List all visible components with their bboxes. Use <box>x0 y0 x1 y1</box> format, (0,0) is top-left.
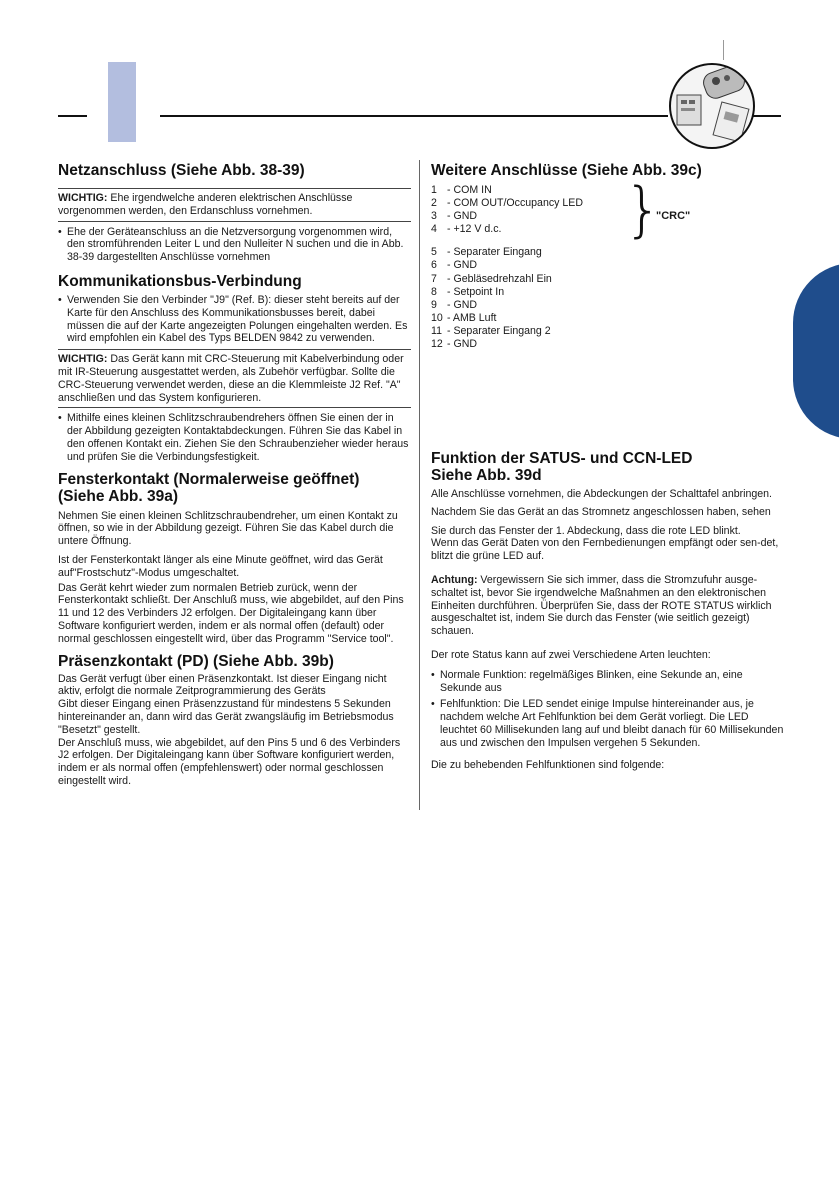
header-tick <box>723 40 724 60</box>
section-subtitle-led-funktion: Siehe Abb. 39d <box>431 467 542 484</box>
list-item: 4 - +12 V d.c. <box>431 223 502 236</box>
bullet-item: • Fehlfunktion: Die LED sendet einige Impulse hintereinander aus, je nachdem welche Art Fehlfunktion bei dem Gerät vorliegt. Die LED leuchtet 60 Millisekunden lang auf und bleibt danach für 60 Millisekunden aus und zwischen den Impulsen vergehen 5 Sekunden. <box>431 698 786 749</box>
bullet-item: • Verwenden Sie den Verbinder "J9" (Ref. B): dieser steht bereits auf der Karte für den Anschluss des Kommunikationsbusses bereit, dabei müssen die auf der Karte angezeigten Polungen eingehalten werden. Es wird empfohlen ein Kabel des Typs BELDEN 9842 zu verwenden. <box>58 294 411 345</box>
caution-note <box>431 574 786 638</box>
warning-label: WICHTIG: <box>58 192 108 204</box>
curly-brace: } <box>624 175 663 245</box>
paragraph: Die zu behebenden Fehlfunktionen sind folgende: <box>431 758 665 771</box>
section-title-praesenzkontakt: Präsenzkontakt (PD) (Siehe Abb. 39b) <box>58 652 334 670</box>
paragraph: Das Gerät verfugt über einen Präsenzkontakt. Ist dieser Eingang nicht aktiv, erfolgt die normale Zeitprogrammierung des Geräts <box>58 672 387 698</box>
paragraph: Das Gerät kehrt wieder zum normalen Betrieb zurück, wenn der Fensterkontakt schließt. Der Anschluß muss, wie abgebildet, auf den Pins 11 und 12 des Verbinders J2 erfolgen. Der Digitaleingang kann über Software konfiguriert werden, indem er als normal offen (default) oder normal geschlossen eingestellt wird, über das Programm "Service tool". <box>58 581 404 645</box>
list-item: 3 - GND <box>431 210 478 223</box>
header-rule-right <box>753 115 781 117</box>
unit-illustration <box>669 63 755 149</box>
list-item: 6 - GND <box>431 259 478 272</box>
warning-label: WICHTIG: <box>58 353 108 366</box>
list-item: 5 - Separater Eingang <box>431 246 542 259</box>
paragraph: Sie durch das Fenster der 1. Abdeckung, dass die rote LED blinkt. <box>431 524 741 537</box>
divider <box>58 349 411 350</box>
paragraph: Gibt dieser Eingang einen Präsenzzustand für mindestens 5 Sekunden hintereinander an, dann wird das Gerät zwangsläufig im Betriebsmodus "Besetzt" gestellt. <box>58 698 394 736</box>
column-divider <box>419 160 420 810</box>
chapter-tab <box>108 62 136 142</box>
section-title-kommunikationsbus: Kommunikationsbus-Verbindung <box>58 272 302 290</box>
section-title-netzanschluss: Netzanschluss (Siehe Abb. 38-39) <box>58 162 305 179</box>
right-column-lower <box>431 450 786 777</box>
bullet-item: • Ehe der Geräteanschluss an die Netzversorgung vorgenommen wird, den stromführenden Leiter L und den Nulleiter N suchen und die in Abb. 38-39 dargestellten Anschlüsse vornehmen <box>58 226 411 264</box>
pin-list-crc <box>431 184 786 236</box>
list-item: 12 - GND <box>431 338 478 351</box>
list-item: 1 - COM IN <box>431 184 492 196</box>
list-item: 8 - Setpoint In <box>431 285 505 298</box>
paragraph: Ist der Fensterkontakt länger als eine Minute geöffnet, wird das Gerät auf"Frostschutz"-Modus umgeschaltet. <box>58 553 383 579</box>
list-item: 11 - Separater Eingang 2 <box>431 324 551 337</box>
section-title-weitere-anschluesse: Weitere Anschlüsse (Siehe Abb. 39c) <box>431 162 702 179</box>
section-title-led-funktion: Funktion der SATUS- und CCN-LED <box>431 450 693 467</box>
header-rule-left <box>58 115 87 117</box>
list-item: 7 - Gebläsedrehzahl Ein <box>431 272 552 285</box>
list-item: 9 - GND <box>431 298 478 311</box>
right-column <box>431 162 786 351</box>
warning-text: Ehe irgendwelche anderen elektrischen Anschlüsse vorgenommen werden, den Erdanschluss vornehmen. <box>58 192 353 217</box>
section-title-fensterkontakt: Fensterkontakt (Normalerweise geöffnet) <box>58 470 360 488</box>
list-item: 10 - AMB Luft <box>431 311 497 324</box>
pin-list-other <box>431 246 786 351</box>
paragraph: Der rote Status kann auf zwei Verschiedene Arten leuchten: <box>431 648 711 661</box>
paragraph: Wenn das Gerät Daten von den Fernbedienungen empfängt oder sen-det, blitzt die grüne LED auf. <box>431 537 779 563</box>
warning-note <box>58 192 411 222</box>
warning-note <box>58 353 411 408</box>
paragraph: Nachdem Sie das Gerät an das Stromnetz angeschlossen haben, sehen <box>431 505 771 518</box>
divider <box>58 188 411 189</box>
paragraph: Der Anschluß muss, wie abgebildet, auf den Pins 5 und 6 des Verbinders J2 erfolgen. Der Digitaleingang kann über Software konfiguriert werden, indem er als normal offen (empfehlenswert) oder normal geschlossen eingestellt wird. <box>58 736 401 787</box>
caution-label: Achtung: <box>431 573 478 586</box>
bullet-item: • Normale Funktion: regelmäßiges Blinken, eine Sekunde an, eine Sekunde aus <box>431 669 786 695</box>
caution-text: Vergewissern Sie sich immer, dass die Stromzufuhr ausge-schaltet ist, bevor Sie irgendwelche Maßnahmen an den elektronischen Einheiten durchführen. Überprüfen Sie, dass der ROTE STATUS wirklich ausgeschaltet ist, indem Sie durch das Fenster (wie seitlich gezeigt) schauen. <box>431 573 772 638</box>
paragraph: Alle Anschlüsse vornehmen, die Abdeckungen der Schalttafel anbringen. <box>431 488 772 500</box>
side-section-tab <box>793 263 839 439</box>
list-item: 2 - COM OUT/Occupancy LED <box>431 197 583 210</box>
header-rule-main <box>160 115 668 117</box>
left-column <box>58 162 411 794</box>
bullet-item: • Mithilfe eines kleinen Schlitzschraubendrehers öffnen Sie einen der in der Abbildung gezeigten Kontaktabdeckungen. Führen Sie das Kabel in den offenen Kontakt ein. Ziehen Sie den Schraubenzieher wieder heraus und prüfen Sie die Verbindungsfestigkeit. <box>58 412 411 463</box>
section-subtitle-fensterkontakt: (Siehe Abb. 39a) <box>58 487 179 505</box>
paragraph: Nehmen Sie einen kleinen Schlitzschraubendreher, um einen Kontakt zu öffnen, so wie in der Abbildung gezeigt. Führen Sie das Kabel durch die untere Öffnung. <box>58 509 398 548</box>
crc-label: "CRC" <box>656 210 691 222</box>
warning-text: Das Gerät kann mit CRC-Steuerung mit Kabelverbindung oder mit IR-Steuerung ausgestattet werden, als Zubehör verfügbar. Sollte die CRC-Steuerung verwendet werden, diese an die Klemmleiste J2 Ref. "A" anschließen und das System konfigurieren. <box>58 353 404 404</box>
